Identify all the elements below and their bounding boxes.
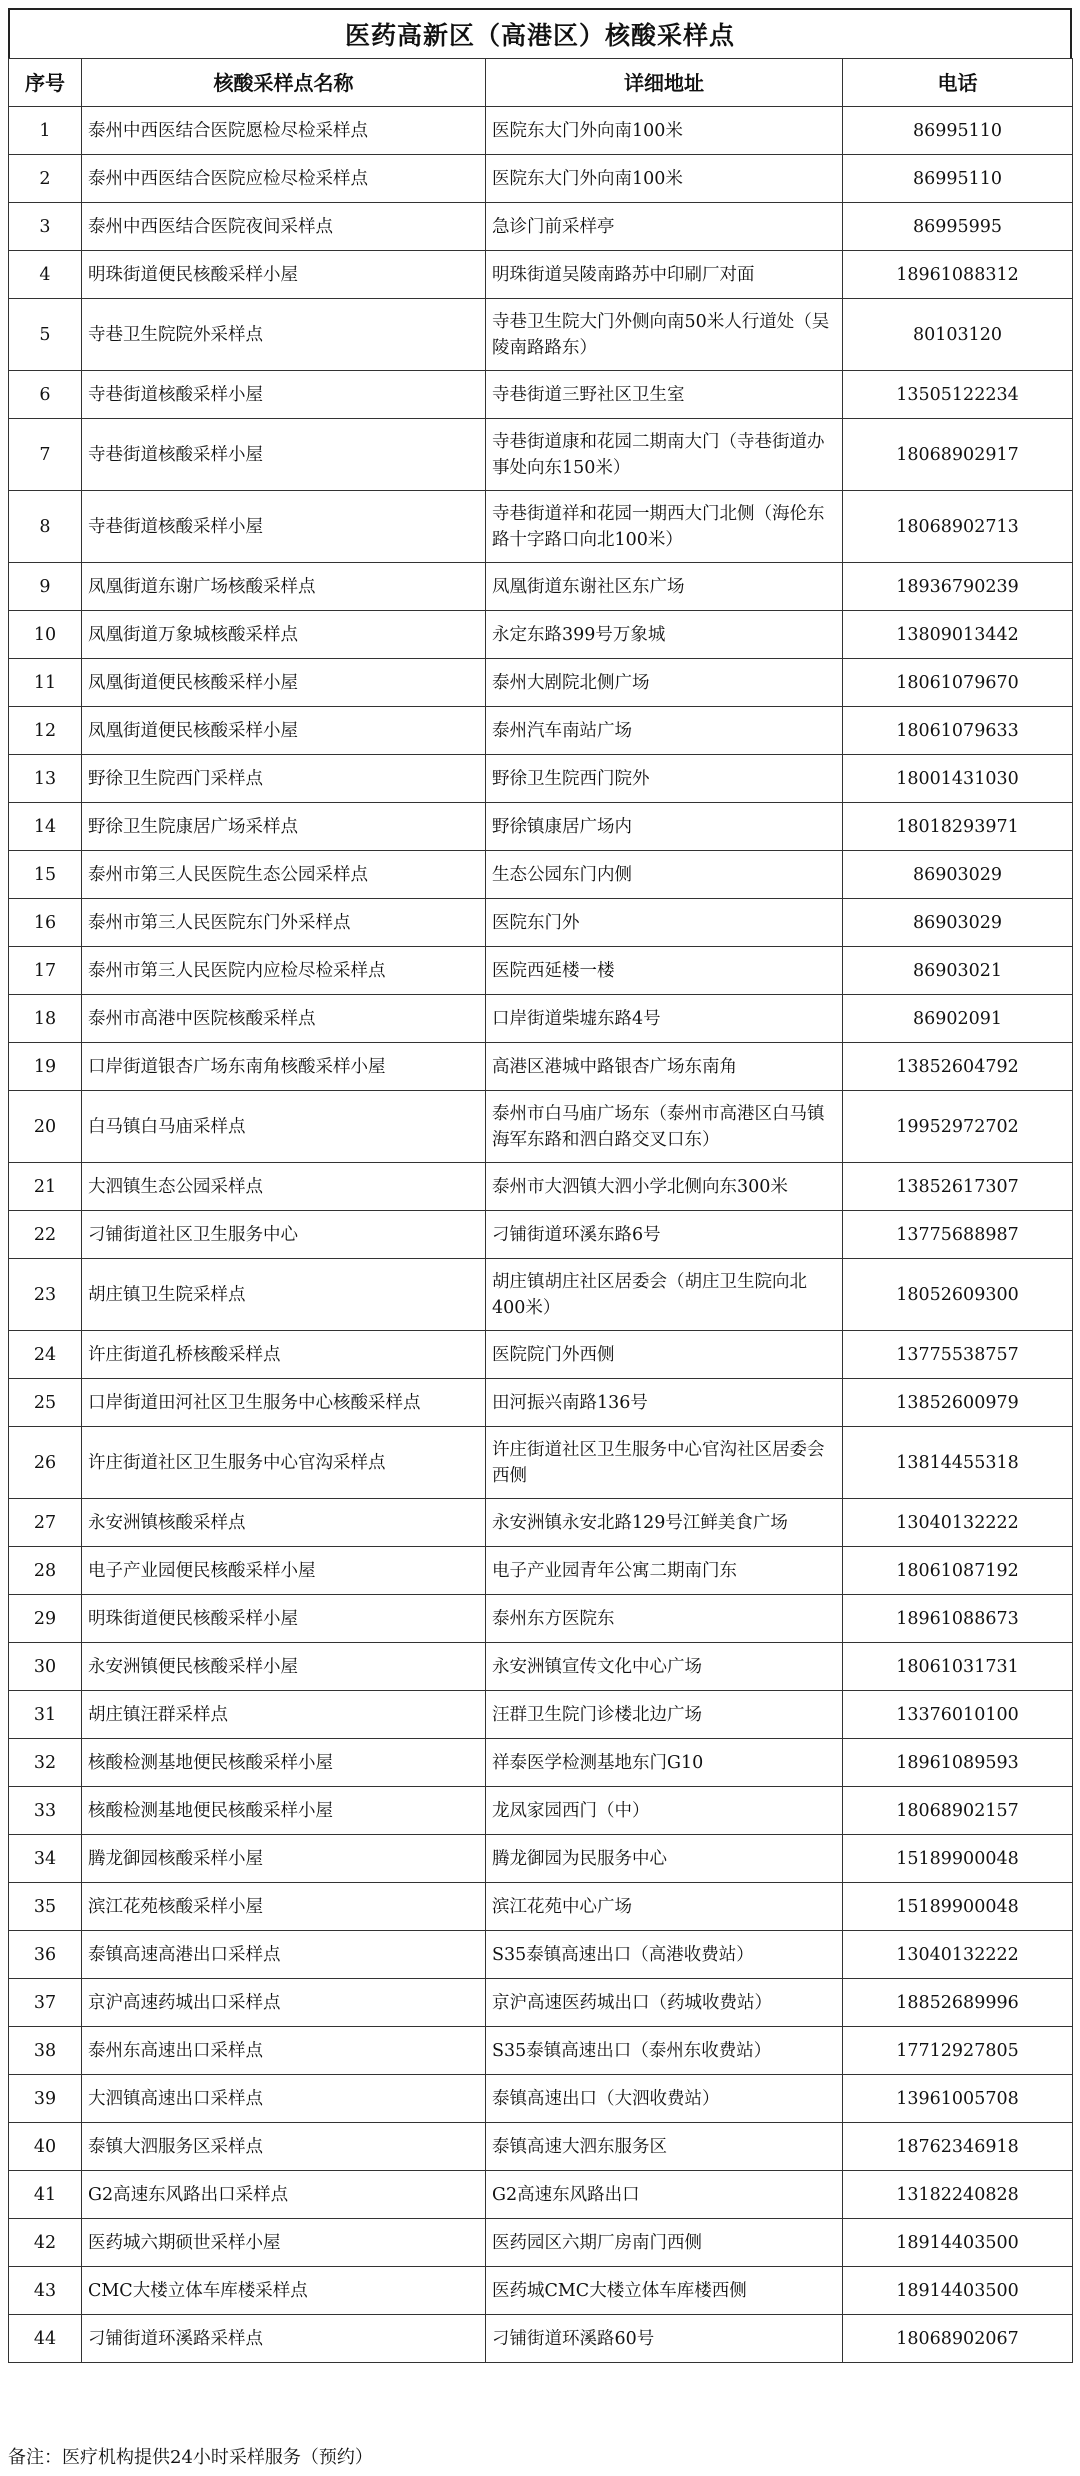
table-body bbox=[9, 107, 1073, 2363]
site-name: 大泗镇高速出口采样点 bbox=[82, 2075, 486, 2123]
row-number: 37 bbox=[9, 1979, 82, 2027]
site-phone: 13809013442 bbox=[843, 611, 1073, 659]
site-phone: 86995110 bbox=[843, 107, 1073, 155]
table-row bbox=[9, 2075, 1073, 2123]
site-address: 明珠街道吴陵南路苏中印刷厂对面 bbox=[486, 251, 843, 299]
site-phone: 13961005708 bbox=[843, 2075, 1073, 2123]
row-number: 25 bbox=[9, 1379, 82, 1427]
row-number: 8 bbox=[9, 491, 82, 563]
site-address: 泰镇高速出口（大泗收费站） bbox=[486, 2075, 843, 2123]
table-header-row bbox=[9, 59, 1073, 107]
site-phone: 18068902157 bbox=[843, 1787, 1073, 1835]
site-address: 龙凤家园西门（中） bbox=[486, 1787, 843, 1835]
site-address: 泰州市白马庙广场东（泰州市高港区白马镇海军东路和泗白路交叉口东） bbox=[486, 1091, 843, 1163]
site-address: 胡庄镇胡庄社区居委会（胡庄卫生院向北400米） bbox=[486, 1259, 843, 1331]
row-number: 36 bbox=[9, 1931, 82, 1979]
site-name: 胡庄镇汪群采样点 bbox=[82, 1691, 486, 1739]
row-number: 33 bbox=[9, 1787, 82, 1835]
site-phone: 18068902713 bbox=[843, 491, 1073, 563]
row-number: 41 bbox=[9, 2171, 82, 2219]
row-number: 15 bbox=[9, 851, 82, 899]
row-number: 1 bbox=[9, 107, 82, 155]
site-phone: 13505122234 bbox=[843, 371, 1073, 419]
site-address: 凤凰街道东谢社区东广场 bbox=[486, 563, 843, 611]
table-row bbox=[9, 1331, 1073, 1379]
site-name: 凤凰街道便民核酸采样小屋 bbox=[82, 659, 486, 707]
site-name: 泰镇大泗服务区采样点 bbox=[82, 2123, 486, 2171]
site-phone: 18914403500 bbox=[843, 2219, 1073, 2267]
site-phone: 13040132222 bbox=[843, 1499, 1073, 1547]
site-name: 寺巷街道核酸采样小屋 bbox=[82, 491, 486, 563]
site-name: 京沪高速药城出口采样点 bbox=[82, 1979, 486, 2027]
site-name: 野徐卫生院康居广场采样点 bbox=[82, 803, 486, 851]
site-phone: 18762346918 bbox=[843, 2123, 1073, 2171]
site-address: 医院东大门外向南100米 bbox=[486, 107, 843, 155]
site-phone: 15189900048 bbox=[843, 1835, 1073, 1883]
site-phone: 13040132222 bbox=[843, 1931, 1073, 1979]
site-address: 刁铺街道环溪路60号 bbox=[486, 2315, 843, 2363]
site-address: 寺巷街道康和花园二期南大门（寺巷街道办事处向东150米） bbox=[486, 419, 843, 491]
site-phone: 80103120 bbox=[843, 299, 1073, 371]
row-number: 28 bbox=[9, 1547, 82, 1595]
row-number: 11 bbox=[9, 659, 82, 707]
site-name: CMC大楼立体车库楼采样点 bbox=[82, 2267, 486, 2315]
site-name: 泰州东高速出口采样点 bbox=[82, 2027, 486, 2075]
row-number: 27 bbox=[9, 1499, 82, 1547]
site-name: 泰州中西医结合医院夜间采样点 bbox=[82, 203, 486, 251]
site-name: G2高速东风路出口采样点 bbox=[82, 2171, 486, 2219]
row-number: 14 bbox=[9, 803, 82, 851]
table-row bbox=[9, 1499, 1073, 1547]
site-phone: 18068902917 bbox=[843, 419, 1073, 491]
table-row bbox=[9, 155, 1073, 203]
site-address: S35泰镇高速出口（高港收费站） bbox=[486, 1931, 843, 1979]
site-phone: 18914403500 bbox=[843, 2267, 1073, 2315]
site-name: 电子产业园便民核酸采样小屋 bbox=[82, 1547, 486, 1595]
table-row bbox=[9, 611, 1073, 659]
site-phone: 18961089593 bbox=[843, 1739, 1073, 1787]
site-name: 医药城六期硕世采样小屋 bbox=[82, 2219, 486, 2267]
site-phone: 18068902067 bbox=[843, 2315, 1073, 2363]
site-address: 许庄街道社区卫生服务中心官沟社区居委会西侧 bbox=[486, 1427, 843, 1499]
table-row bbox=[9, 1091, 1073, 1163]
site-phone: 18061079670 bbox=[843, 659, 1073, 707]
site-address: 泰州东方医院东 bbox=[486, 1595, 843, 1643]
row-number: 23 bbox=[9, 1259, 82, 1331]
site-phone: 18061031731 bbox=[843, 1643, 1073, 1691]
table-row bbox=[9, 803, 1073, 851]
site-name: 核酸检测基地便民核酸采样小屋 bbox=[82, 1787, 486, 1835]
row-number: 44 bbox=[9, 2315, 82, 2363]
table-row bbox=[9, 1427, 1073, 1499]
site-phone: 86995995 bbox=[843, 203, 1073, 251]
site-address: 汪群卫生院门诊楼北边广场 bbox=[486, 1691, 843, 1739]
table-row bbox=[9, 899, 1073, 947]
site-phone: 13814455318 bbox=[843, 1427, 1073, 1499]
site-phone: 86903029 bbox=[843, 899, 1073, 947]
site-phone: 13852600979 bbox=[843, 1379, 1073, 1427]
site-phone: 18961088312 bbox=[843, 251, 1073, 299]
site-address: 医院东门外 bbox=[486, 899, 843, 947]
table-row bbox=[9, 1691, 1073, 1739]
row-number: 19 bbox=[9, 1043, 82, 1091]
site-phone: 18961088673 bbox=[843, 1595, 1073, 1643]
footnote: 备注：医疗机构提供24小时采样服务（预约） bbox=[8, 2447, 373, 2468]
site-address: 口岸街道柴墟东路4号 bbox=[486, 995, 843, 1043]
table-row bbox=[9, 203, 1073, 251]
site-phone: 86903021 bbox=[843, 947, 1073, 995]
row-number: 32 bbox=[9, 1739, 82, 1787]
row-number: 38 bbox=[9, 2027, 82, 2075]
site-phone: 18001431030 bbox=[843, 755, 1073, 803]
table-row bbox=[9, 299, 1073, 371]
site-name: 寺巷街道核酸采样小屋 bbox=[82, 371, 486, 419]
table-row bbox=[9, 1211, 1073, 1259]
site-name: 胡庄镇卫生院采样点 bbox=[82, 1259, 486, 1331]
site-phone: 13775538757 bbox=[843, 1331, 1073, 1379]
site-address: 医院西延楼一楼 bbox=[486, 947, 843, 995]
site-phone: 19952972702 bbox=[843, 1091, 1073, 1163]
table-row bbox=[9, 2219, 1073, 2267]
table-row bbox=[9, 1259, 1073, 1331]
site-phone: 86902091 bbox=[843, 995, 1073, 1043]
site-phone: 13182240828 bbox=[843, 2171, 1073, 2219]
table-row bbox=[9, 491, 1073, 563]
site-address: 滨江花苑中心广场 bbox=[486, 1883, 843, 1931]
row-number: 30 bbox=[9, 1643, 82, 1691]
site-phone: 18061087192 bbox=[843, 1547, 1073, 1595]
site-name: 泰州中西医结合医院愿检尽检采样点 bbox=[82, 107, 486, 155]
header-name: 核酸采样点名称 bbox=[82, 59, 486, 107]
row-number: 17 bbox=[9, 947, 82, 995]
site-name: 白马镇白马庙采样点 bbox=[82, 1091, 486, 1163]
site-name: 永安洲镇便民核酸采样小屋 bbox=[82, 1643, 486, 1691]
row-number: 7 bbox=[9, 419, 82, 491]
site-address: 永安洲镇永安北路129号江鲜美食广场 bbox=[486, 1499, 843, 1547]
row-number: 43 bbox=[9, 2267, 82, 2315]
table-row bbox=[9, 2267, 1073, 2315]
header-no: 序号 bbox=[9, 59, 82, 107]
site-name: 腾龙御园核酸采样小屋 bbox=[82, 1835, 486, 1883]
site-address: S35泰镇高速出口（泰州东收费站） bbox=[486, 2027, 843, 2075]
site-address: 寺巷卫生院大门外侧向南50米人行道处（吴陵南路路东） bbox=[486, 299, 843, 371]
table-row bbox=[9, 1163, 1073, 1211]
row-number: 10 bbox=[9, 611, 82, 659]
site-name: 寺巷街道核酸采样小屋 bbox=[82, 419, 486, 491]
site-phone: 86903029 bbox=[843, 851, 1073, 899]
row-number: 9 bbox=[9, 563, 82, 611]
page-title: 医药高新区（高港区）核酸采样点 bbox=[8, 8, 1072, 58]
site-phone: 18061079633 bbox=[843, 707, 1073, 755]
site-address: 泰镇高速大泗东服务区 bbox=[486, 2123, 843, 2171]
site-name: 明珠街道便民核酸采样小屋 bbox=[82, 251, 486, 299]
site-address: 高港区港城中路银杏广场东南角 bbox=[486, 1043, 843, 1091]
site-phone: 17712927805 bbox=[843, 2027, 1073, 2075]
site-name: 滨江花苑核酸采样小屋 bbox=[82, 1883, 486, 1931]
site-address: 医药园区六期厂房南门西侧 bbox=[486, 2219, 843, 2267]
row-number: 4 bbox=[9, 251, 82, 299]
site-name: 大泗镇生态公园采样点 bbox=[82, 1163, 486, 1211]
row-number: 42 bbox=[9, 2219, 82, 2267]
site-address: 刁铺街道环溪东路6号 bbox=[486, 1211, 843, 1259]
site-phone: 18052609300 bbox=[843, 1259, 1073, 1331]
site-name: 刁铺街道社区卫生服务中心 bbox=[82, 1211, 486, 1259]
table-row bbox=[9, 755, 1073, 803]
site-name: 泰州市第三人民医院东门外采样点 bbox=[82, 899, 486, 947]
table-row bbox=[9, 947, 1073, 995]
site-phone: 13852604792 bbox=[843, 1043, 1073, 1091]
site-name: 凤凰街道便民核酸采样小屋 bbox=[82, 707, 486, 755]
site-address: 医院东大门外向南100米 bbox=[486, 155, 843, 203]
site-phone: 15189900048 bbox=[843, 1883, 1073, 1931]
site-address: 寺巷街道祥和花园一期西大门北侧（海伦东路十字路口向北100米） bbox=[486, 491, 843, 563]
site-address: 腾龙御园为民服务中心 bbox=[486, 1835, 843, 1883]
site-address: 急诊门前采样亭 bbox=[486, 203, 843, 251]
site-address: 祥泰医学检测基地东门G10 bbox=[486, 1739, 843, 1787]
site-name: 明珠街道便民核酸采样小屋 bbox=[82, 1595, 486, 1643]
row-number: 29 bbox=[9, 1595, 82, 1643]
table-row bbox=[9, 419, 1073, 491]
row-number: 31 bbox=[9, 1691, 82, 1739]
site-name: 核酸检测基地便民核酸采样小屋 bbox=[82, 1739, 486, 1787]
table-row bbox=[9, 107, 1073, 155]
table-row bbox=[9, 2123, 1073, 2171]
row-number: 12 bbox=[9, 707, 82, 755]
table-row bbox=[9, 1739, 1073, 1787]
row-number: 5 bbox=[9, 299, 82, 371]
site-name: 许庄街道社区卫生服务中心官沟采样点 bbox=[82, 1427, 486, 1499]
site-address: 泰州大剧院北侧广场 bbox=[486, 659, 843, 707]
site-address: 永安洲镇宣传文化中心广场 bbox=[486, 1643, 843, 1691]
row-number: 20 bbox=[9, 1091, 82, 1163]
site-address: 田河振兴南路136号 bbox=[486, 1379, 843, 1427]
row-number: 2 bbox=[9, 155, 82, 203]
table-row bbox=[9, 1835, 1073, 1883]
row-number: 22 bbox=[9, 1211, 82, 1259]
row-number: 16 bbox=[9, 899, 82, 947]
row-number: 24 bbox=[9, 1331, 82, 1379]
site-address: 医药城CMC大楼立体车库楼西侧 bbox=[486, 2267, 843, 2315]
site-name: 口岸街道田河社区卫生服务中心核酸采样点 bbox=[82, 1379, 486, 1427]
row-number: 39 bbox=[9, 2075, 82, 2123]
site-address: 野徐镇康居广场内 bbox=[486, 803, 843, 851]
table-row bbox=[9, 995, 1073, 1043]
site-phone: 13775688987 bbox=[843, 1211, 1073, 1259]
table-row bbox=[9, 1979, 1073, 2027]
site-phone: 13852617307 bbox=[843, 1163, 1073, 1211]
site-address: 永定东路399号万象城 bbox=[486, 611, 843, 659]
row-number: 3 bbox=[9, 203, 82, 251]
row-number: 35 bbox=[9, 1883, 82, 1931]
site-name: 许庄街道孔桥核酸采样点 bbox=[82, 1331, 486, 1379]
site-address: 泰州市大泗镇大泗小学北侧向东300米 bbox=[486, 1163, 843, 1211]
site-name: 泰州市高港中医院核酸采样点 bbox=[82, 995, 486, 1043]
sampling-sites-table bbox=[8, 58, 1073, 2363]
table-row bbox=[9, 1547, 1073, 1595]
table-row bbox=[9, 563, 1073, 611]
header-phone: 电话 bbox=[843, 59, 1073, 107]
table-row bbox=[9, 707, 1073, 755]
site-address: G2高速东风路出口 bbox=[486, 2171, 843, 2219]
site-name: 永安洲镇核酸采样点 bbox=[82, 1499, 486, 1547]
site-address: 京沪高速医药城出口（药城收费站） bbox=[486, 1979, 843, 2027]
sampling-sites-sheet bbox=[8, 8, 1072, 2363]
site-address: 电子产业园青年公寓二期南门东 bbox=[486, 1547, 843, 1595]
row-number: 26 bbox=[9, 1427, 82, 1499]
site-name: 凤凰街道东谢广场核酸采样点 bbox=[82, 563, 486, 611]
site-address: 医院院门外西侧 bbox=[486, 1331, 843, 1379]
site-name: 泰州市第三人民医院生态公园采样点 bbox=[82, 851, 486, 899]
table-row bbox=[9, 1643, 1073, 1691]
table-row bbox=[9, 1379, 1073, 1427]
table-row bbox=[9, 851, 1073, 899]
table-row bbox=[9, 371, 1073, 419]
header-address: 详细地址 bbox=[486, 59, 843, 107]
site-phone: 18018293971 bbox=[843, 803, 1073, 851]
site-name: 刁铺街道环溪路采样点 bbox=[82, 2315, 486, 2363]
site-address: 生态公园东门内侧 bbox=[486, 851, 843, 899]
site-name: 泰镇高速高港出口采样点 bbox=[82, 1931, 486, 1979]
table-row bbox=[9, 1883, 1073, 1931]
row-number: 18 bbox=[9, 995, 82, 1043]
row-number: 40 bbox=[9, 2123, 82, 2171]
site-address: 泰州汽车南站广场 bbox=[486, 707, 843, 755]
site-address: 野徐卫生院西门院外 bbox=[486, 755, 843, 803]
table-row bbox=[9, 659, 1073, 707]
table-row bbox=[9, 2171, 1073, 2219]
site-phone: 86995110 bbox=[843, 155, 1073, 203]
table-row bbox=[9, 251, 1073, 299]
row-number: 21 bbox=[9, 1163, 82, 1211]
site-name: 寺巷卫生院院外采样点 bbox=[82, 299, 486, 371]
site-phone: 13376010100 bbox=[843, 1691, 1073, 1739]
table-row bbox=[9, 1595, 1073, 1643]
site-phone: 18936790239 bbox=[843, 563, 1073, 611]
row-number: 6 bbox=[9, 371, 82, 419]
site-address: 寺巷街道三野社区卫生室 bbox=[486, 371, 843, 419]
site-name: 口岸街道银杏广场东南角核酸采样小屋 bbox=[82, 1043, 486, 1091]
site-name: 野徐卫生院西门采样点 bbox=[82, 755, 486, 803]
row-number: 13 bbox=[9, 755, 82, 803]
table-row bbox=[9, 2315, 1073, 2363]
site-phone: 18852689996 bbox=[843, 1979, 1073, 2027]
site-name: 泰州中西医结合医院应检尽检采样点 bbox=[82, 155, 486, 203]
row-number: 34 bbox=[9, 1835, 82, 1883]
site-name: 凤凰街道万象城核酸采样点 bbox=[82, 611, 486, 659]
table-row bbox=[9, 1043, 1073, 1091]
table-row bbox=[9, 1931, 1073, 1979]
table-row bbox=[9, 1787, 1073, 1835]
table-row bbox=[9, 2027, 1073, 2075]
site-name: 泰州市第三人民医院内应检尽检采样点 bbox=[82, 947, 486, 995]
